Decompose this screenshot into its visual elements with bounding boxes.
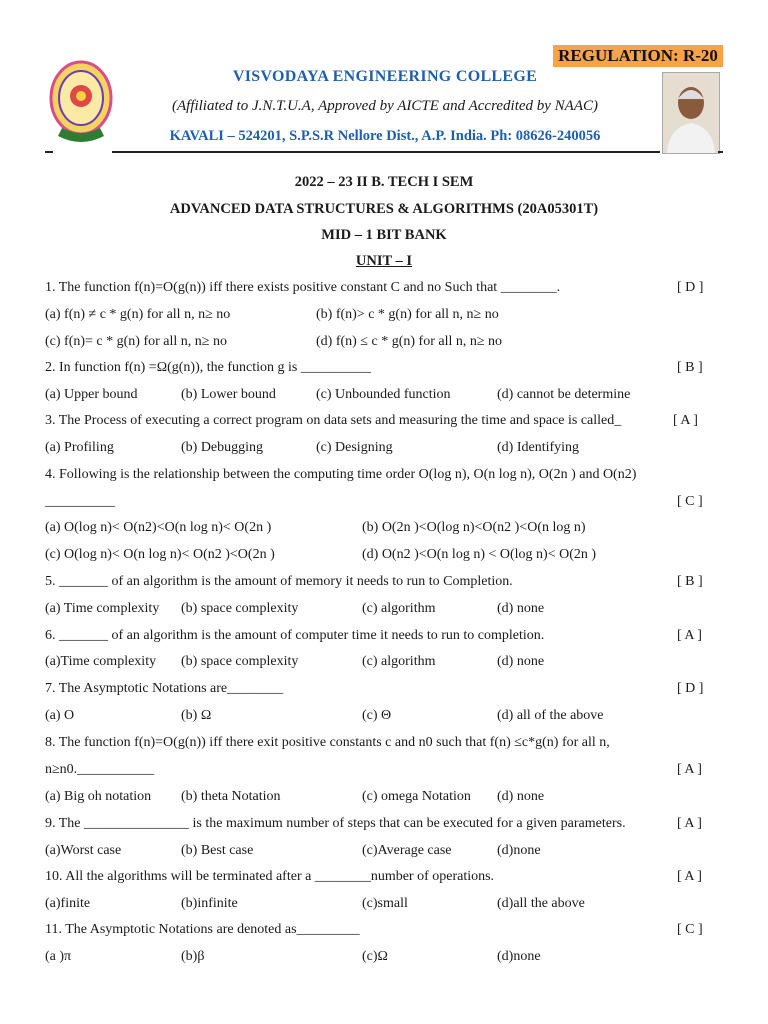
header-rule-left bbox=[45, 151, 53, 153]
option-d: (d) O(n2 )<O(n log n) < O(log n)< O(2n ) bbox=[362, 547, 597, 562]
question-text: 3. The Process of executing a correct program on data sets and measuring the time and space is called_ bbox=[45, 413, 622, 428]
question-1 bbox=[45, 278, 715, 298]
option-c: (c) f(n)= c * g(n) for all n, n≥ no bbox=[45, 334, 227, 349]
option-a: (a) Profiling bbox=[45, 440, 114, 455]
option-b: (b) Debugging bbox=[181, 440, 264, 455]
option-b: (b) Lower bound bbox=[181, 387, 276, 402]
affiliation-text: (Affiliated to J.N.T.U.A, Approved by AICTE and Accredited by NAAC) bbox=[171, 98, 599, 114]
option-a: (a) Big oh notation bbox=[45, 789, 152, 804]
option-d: (d)none bbox=[497, 949, 541, 964]
question-8 bbox=[45, 733, 715, 753]
option-a: (a) Time complexity bbox=[45, 601, 160, 616]
option-a: (a) Upper bound bbox=[45, 387, 138, 402]
question-text: 11. The Asymptotic Notations are denoted as_________ bbox=[45, 922, 360, 937]
option-d: (d) none bbox=[497, 654, 545, 669]
option-d: (d)none bbox=[497, 843, 541, 858]
question-text: 4. Following is the relationship between the computing time order O(log n), O(n log n), O(2n ) and O(n2) bbox=[45, 467, 637, 482]
answer-key: [ A ] bbox=[677, 869, 702, 884]
college-logo bbox=[48, 58, 114, 150]
option-b: (b) space complexity bbox=[181, 601, 299, 616]
option-c: (c) O(log n)< O(n log n)< O(n2 )<O(2n ) bbox=[45, 547, 275, 562]
question-text: 7. The Asymptotic Notations are________ bbox=[45, 681, 284, 696]
question-10 bbox=[45, 867, 715, 887]
option-d: (d) cannot be determine bbox=[497, 387, 631, 402]
option-d: (d) none bbox=[497, 789, 545, 804]
option-b: (b) f(n)> c * g(n) for all n, n≥ no bbox=[316, 307, 499, 322]
option-b: (b) space complexity bbox=[181, 654, 299, 669]
option-b: (b) theta Notation bbox=[181, 789, 281, 804]
unit-label: UNIT – I bbox=[355, 253, 413, 269]
option-a: (a) f(n) ≠ c * g(n) for all n, n≥ no bbox=[45, 307, 231, 322]
answer-key: [ B ] bbox=[677, 360, 703, 375]
question-2 bbox=[45, 358, 715, 378]
option-b: (b) Ω bbox=[181, 708, 212, 723]
question-text: 8. The function f(n)=O(g(n)) iff there exit positive constants c and n0 such that f(n) ≤c*g(n) for all n, bbox=[45, 735, 610, 750]
question-4 bbox=[45, 465, 715, 485]
option-a: (a) O(log n)< O(n2)<O(n log n)< O(2n ) bbox=[45, 520, 272, 535]
option-d: (d) none bbox=[497, 601, 545, 616]
answer-key: [ D ] bbox=[677, 681, 704, 696]
question-text: 2. In function f(n) =Ω(g(n)), the function g is __________ bbox=[45, 360, 371, 375]
regulation-badge: REGULATION: R-20 bbox=[553, 45, 723, 67]
principal-photo bbox=[662, 72, 720, 154]
option-d: (d) f(n) ≤ c * g(n) for all n, n≥ no bbox=[316, 334, 503, 349]
option-d: (d) Identifying bbox=[497, 440, 580, 455]
answer-key: [ C ] bbox=[677, 494, 703, 509]
question-text-cont: __________ bbox=[45, 494, 115, 509]
exam-year: 2022 – 23 II B. TECH I SEM bbox=[294, 174, 474, 190]
option-a: (a)Time complexity bbox=[45, 654, 157, 669]
option-b: (b)β bbox=[181, 949, 205, 964]
answer-key: [ A ] bbox=[673, 413, 698, 428]
question-4-cont bbox=[45, 492, 715, 512]
question-text: 6. _______ of an algorithm is the amount of computer time it needs to run to completion. bbox=[45, 628, 545, 643]
question-7 bbox=[45, 679, 715, 699]
option-b: (b) O(2n )<O(log n)<O(n2 )<O(n log n) bbox=[362, 520, 586, 535]
question-text: 10. All the algorithms will be terminated after a ________number of operations. bbox=[45, 869, 495, 884]
exam-title: MID – 1 BIT BANK bbox=[321, 227, 447, 243]
option-c: (c)small bbox=[362, 896, 408, 911]
header-rule-right bbox=[718, 151, 723, 153]
option-a: (a)Worst case bbox=[45, 843, 122, 858]
question-3 bbox=[45, 411, 715, 431]
option-a: (a )π bbox=[45, 949, 72, 964]
subject-title: ADVANCED DATA STRUCTURES & ALGORITHMS (20A05301T) bbox=[169, 201, 599, 217]
option-c: (c) Θ bbox=[362, 708, 392, 723]
question-6 bbox=[45, 626, 715, 646]
answer-key: [ A ] bbox=[677, 816, 702, 831]
college-name: VISVODAYA ENGINEERING COLLEGE bbox=[232, 68, 538, 85]
option-a: (a) O bbox=[45, 708, 75, 723]
option-c: (c) Designing bbox=[316, 440, 393, 455]
answer-key: [ A ] bbox=[677, 762, 702, 777]
question-text: 9. The _______________ is the maximum number of steps that can be executed for a given parameters. bbox=[45, 816, 626, 831]
answer-key: [ D ] bbox=[677, 280, 704, 295]
question-text: 1. The function f(n)=O(g(n)) iff there exists positive constant C and no Such that ________. bbox=[45, 280, 561, 295]
option-b: (b) Best case bbox=[181, 843, 254, 858]
option-c: (c) omega Notation bbox=[362, 789, 471, 804]
question-11 bbox=[45, 920, 715, 940]
option-b: (b)infinite bbox=[181, 896, 238, 911]
option-c: (c)Average case bbox=[362, 843, 452, 858]
college-address: KAVALI – 524201, S.P.S.R Nellore Dist., A.P. India. Ph: 08626-240056 bbox=[169, 128, 601, 144]
option-d: (d) all of the above bbox=[497, 708, 604, 723]
answer-key: [ B ] bbox=[677, 574, 703, 589]
option-c: (c) Unbounded function bbox=[316, 387, 451, 402]
question-5 bbox=[45, 572, 715, 592]
option-c: (c) algorithm bbox=[362, 654, 436, 669]
question-9 bbox=[45, 814, 715, 834]
option-c: (c)Ω bbox=[362, 949, 388, 964]
header-rule bbox=[112, 151, 660, 153]
question-text: 5. _______ of an algorithm is the amount of memory it needs to run to Completion. bbox=[45, 574, 513, 589]
answer-key: [ A ] bbox=[677, 628, 702, 643]
option-a: (a)finite bbox=[45, 896, 91, 911]
unit-heading bbox=[0, 253, 768, 270]
question-8-cont bbox=[45, 760, 715, 780]
answer-key: [ C ] bbox=[677, 922, 703, 937]
option-d: (d)all the above bbox=[497, 896, 585, 911]
question-text-cont: n≥n0.___________ bbox=[45, 762, 155, 777]
option-c: (c) algorithm bbox=[362, 601, 436, 616]
